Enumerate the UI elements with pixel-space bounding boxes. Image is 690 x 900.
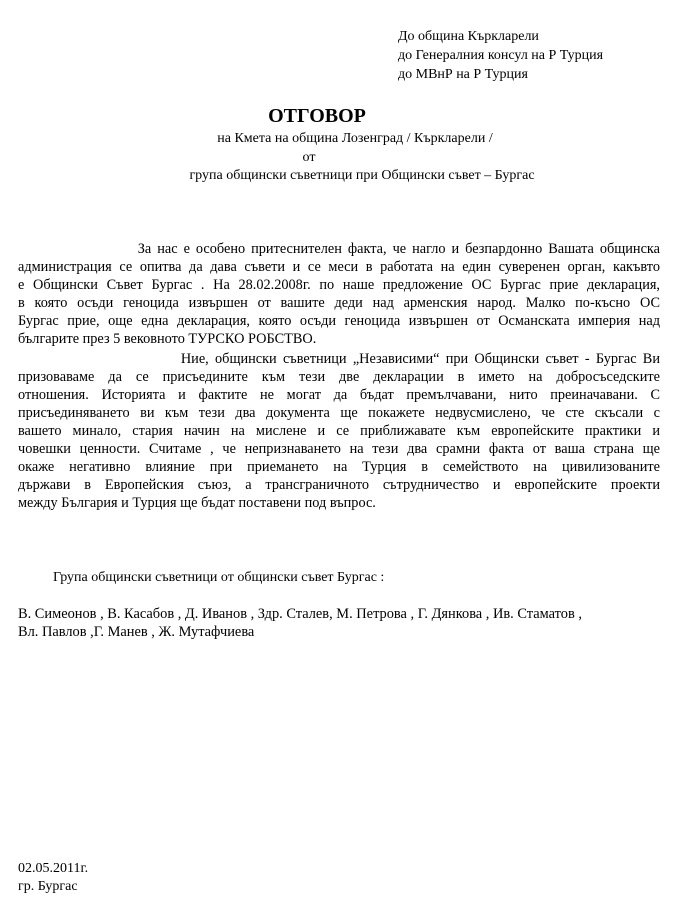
signatories-line: В. Симеонов , В. Касабов , Д. Иванов , Здр. Сталев, М. Петрова , Г. Дянкова , Ив. Стаматов , bbox=[18, 606, 582, 622]
paragraph-line: администрация се опитва да дава съвети и се меси в работата на един суверенен орган, какъвто bbox=[18, 259, 660, 275]
paragraph-line: призоваваме да се присъедините към тези две декларации в името на добросъседските bbox=[18, 369, 660, 385]
group-label: Група общински съветници от общински съвет Бургас : bbox=[18, 570, 385, 585]
paragraph-line: Ние, общински съветници „Независими“ при Общински съвет - Бургас Ви bbox=[18, 351, 660, 367]
subtitle-line: от bbox=[302, 150, 316, 165]
paragraph-line: държави в Европейския съюз, а трансграничното сътрудничество и европейските проекти bbox=[18, 477, 660, 493]
addressee-line: до Генералния консул на Р Турция bbox=[398, 48, 604, 63]
paragraph-line: в която осъди геноцида извършен от вашите деди над арменския народ. Малко по-късно ОС bbox=[18, 295, 660, 311]
addressee-line: До община Къркларели bbox=[398, 29, 539, 44]
paragraph-line: човешки ценности. Считаме , че непризнаването на тези два срамни факта от ваша страна ще bbox=[18, 441, 660, 457]
paragraph-line: вашето минало, стария начин на мислене и се приближавате към европейските практики и bbox=[18, 423, 660, 439]
subtitle-line: група общински съветници при Общински съвет – Бургас bbox=[189, 168, 535, 183]
subtitle-line: на Кмета на община Лозенград / Къркларели / bbox=[217, 131, 493, 146]
document-date: 02.05.2011г. bbox=[18, 861, 89, 876]
paragraph-line: Бургас прие, още една декларация, която осъди геноцида извършен от Османската империя над bbox=[18, 313, 660, 329]
paragraph-line: отношения. Историята и фактите не могат да бъдат премълчавани, нито преиначавани. С bbox=[18, 387, 660, 403]
paragraph-line: между България и Турция ще бъдат поставени под въпрос. bbox=[18, 495, 376, 511]
paragraph-line: За нас е особено притеснителен факта, че нагло и безпардонно Вашата общинска bbox=[18, 241, 660, 257]
signatories-line: Вл. Павлов ,Г. Манев , Ж. Мутафчиева bbox=[18, 624, 255, 640]
document-place: гр. Бургас bbox=[18, 879, 78, 894]
paragraph-line: присъединяването ви към тези два документа ще покажете недвусмислено, че сте скъсали с bbox=[18, 405, 660, 421]
paragraph-line: окаже негативно влияние при приемането на Турция в семейството на цивилизованите bbox=[18, 459, 660, 475]
paragraph-line: българите през 5 вековното ТУРСКО РОБСТВО. bbox=[18, 331, 317, 347]
document-title: ОТГОВОР bbox=[268, 105, 366, 127]
paragraph-line: е Общински Съвет Бургас . На 28.02.2008г. по наше предложение ОС Бургас прие декларация, bbox=[18, 277, 660, 293]
addressee-line: до МВнР на Р Турция bbox=[398, 67, 528, 82]
